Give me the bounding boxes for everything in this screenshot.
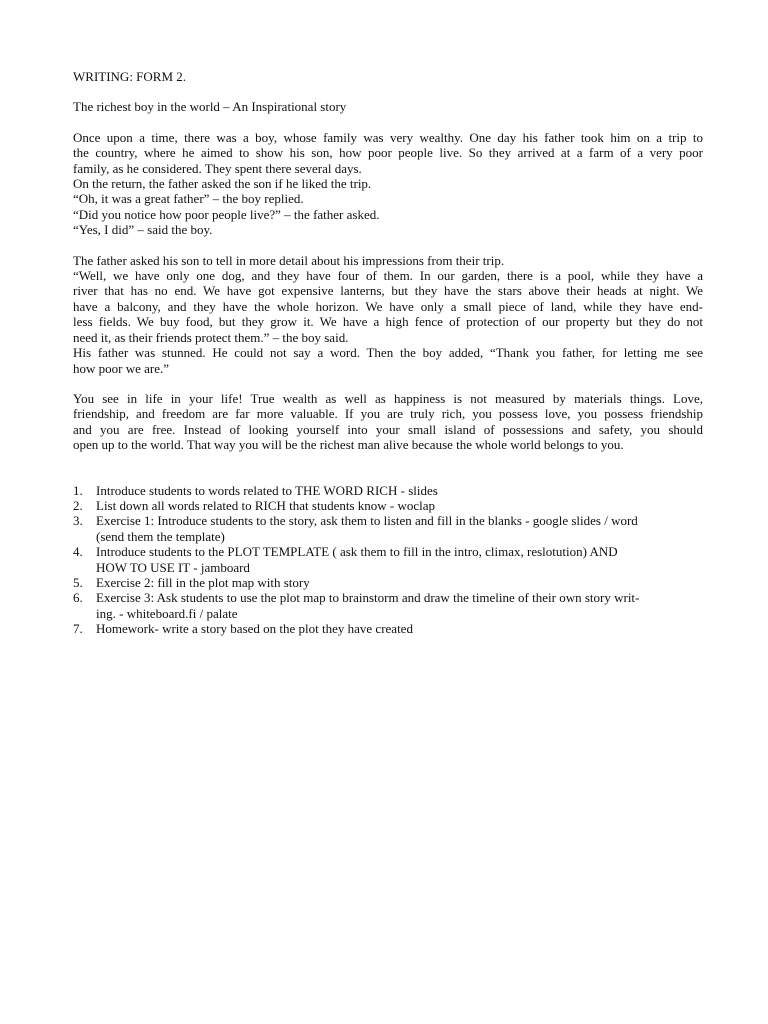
step-text: Introduce students to the PLOT TEMPLATE ( ask them to fill in the intro, climax, reslotution) AND — [96, 544, 618, 560]
step-number: 7. — [73, 621, 83, 637]
paragraph-line: His father was stunned. He could not say a word. Then the boy added, “Thank you father, for letting me see — [73, 345, 703, 361]
step-number: 2. — [73, 497, 83, 513]
paragraph-line: “Yes, I did” – said the boy. — [73, 222, 213, 238]
step-number: 3. — [73, 513, 83, 529]
step-text: ing. - whiteboard.fi / palate — [96, 605, 238, 621]
paragraph-line: and you are free. Instead of looking yourself into your small island of possessions and safety, you should — [73, 421, 703, 437]
list-item — [73, 498, 703, 513]
step-number: 6. — [73, 590, 83, 606]
step-number: 5. — [73, 574, 83, 590]
story-title: The richest boy in the world – An Inspirational story — [73, 99, 347, 115]
list-item — [73, 621, 703, 636]
step-number: 1. — [73, 482, 83, 498]
step-text: Exercise 3: Ask students to use the plot map to brainstorm and draw the timeline of their own story writ- — [96, 590, 640, 606]
paragraph-line: open up to the world. That way you will be the richest man alive because the whole world belongs to you. — [73, 437, 624, 453]
step-text: Homework- write a story based on the plot they have created — [96, 621, 413, 637]
step-text: List down all words related to RICH that students know - woclap — [96, 497, 436, 513]
paragraph-line: how poor we are.” — [73, 360, 170, 376]
paragraph-line: On the return, the father asked the son if he liked the trip. — [73, 176, 372, 192]
paragraph-line: the country, where he aimed to show his son, how poor people live. So they arrived at a farm of a very poor — [73, 145, 703, 161]
paragraph-line: friendship, and freedom are far more valuable. If you are truly rich, you possess love, you possess friendship — [73, 406, 703, 422]
paragraph-line: Once upon a time, there was a boy, whose family was very wealthy. One day his father took him on a trip to — [73, 129, 703, 145]
paragraph-line: The father asked his son to tell in more detail about his impressions from their trip. — [73, 252, 505, 268]
list-item — [73, 590, 703, 621]
lesson-steps-list — [73, 483, 703, 637]
step-text: (send them the template) — [96, 528, 225, 544]
paragraph-line: river that has no end. We have got expensive lanterns, but they have the stars above their heads at night. We — [73, 283, 703, 299]
step-text: HOW TO USE IT - jamboard — [96, 559, 250, 575]
paragraph-line: “Well, we have only one dog, and they have four of them. In our garden, there is a pool, while they have a — [73, 268, 703, 284]
document-page — [73, 69, 703, 637]
paragraph-line: family, as he considered. They spent there several days. — [73, 160, 362, 176]
story-paragraph-2 — [73, 253, 703, 376]
paragraph-line: You see in life in your life! True wealth as well as happiness is not measured by materials things. Love, — [73, 390, 703, 406]
paragraph-line: “Did you notice how poor people live?” – the father asked. — [73, 206, 380, 222]
step-text: Exercise 2: fill in the plot map with story — [96, 574, 310, 590]
paragraph-line: have a balcony, and they have the whole horizon. We have only a small piece of land, while they have end- — [73, 298, 703, 314]
list-item — [73, 513, 703, 544]
paragraph-line: need it, as their friends protect them.” – the boy said. — [73, 329, 349, 345]
story-paragraph-3 — [73, 391, 703, 453]
story-paragraph-1 — [73, 130, 703, 238]
step-text: Exercise 1: Introduce students to the story, ask them to listen and fill in the blanks - google slides / word — [96, 513, 638, 529]
paragraph-line: “Oh, it was a great father” – the boy replied. — [73, 191, 304, 207]
step-text: Introduce students to words related to THE WORD RICH - slides — [96, 482, 438, 498]
list-item — [73, 575, 703, 590]
document-heading: WRITING: FORM 2. — [73, 69, 187, 84]
paragraph-line: less fields. We buy food, but they grow it. We have a high fence of protection of our property but they do not — [73, 314, 703, 330]
step-number: 4. — [73, 544, 83, 560]
list-item — [73, 483, 703, 498]
list-item — [73, 544, 703, 575]
